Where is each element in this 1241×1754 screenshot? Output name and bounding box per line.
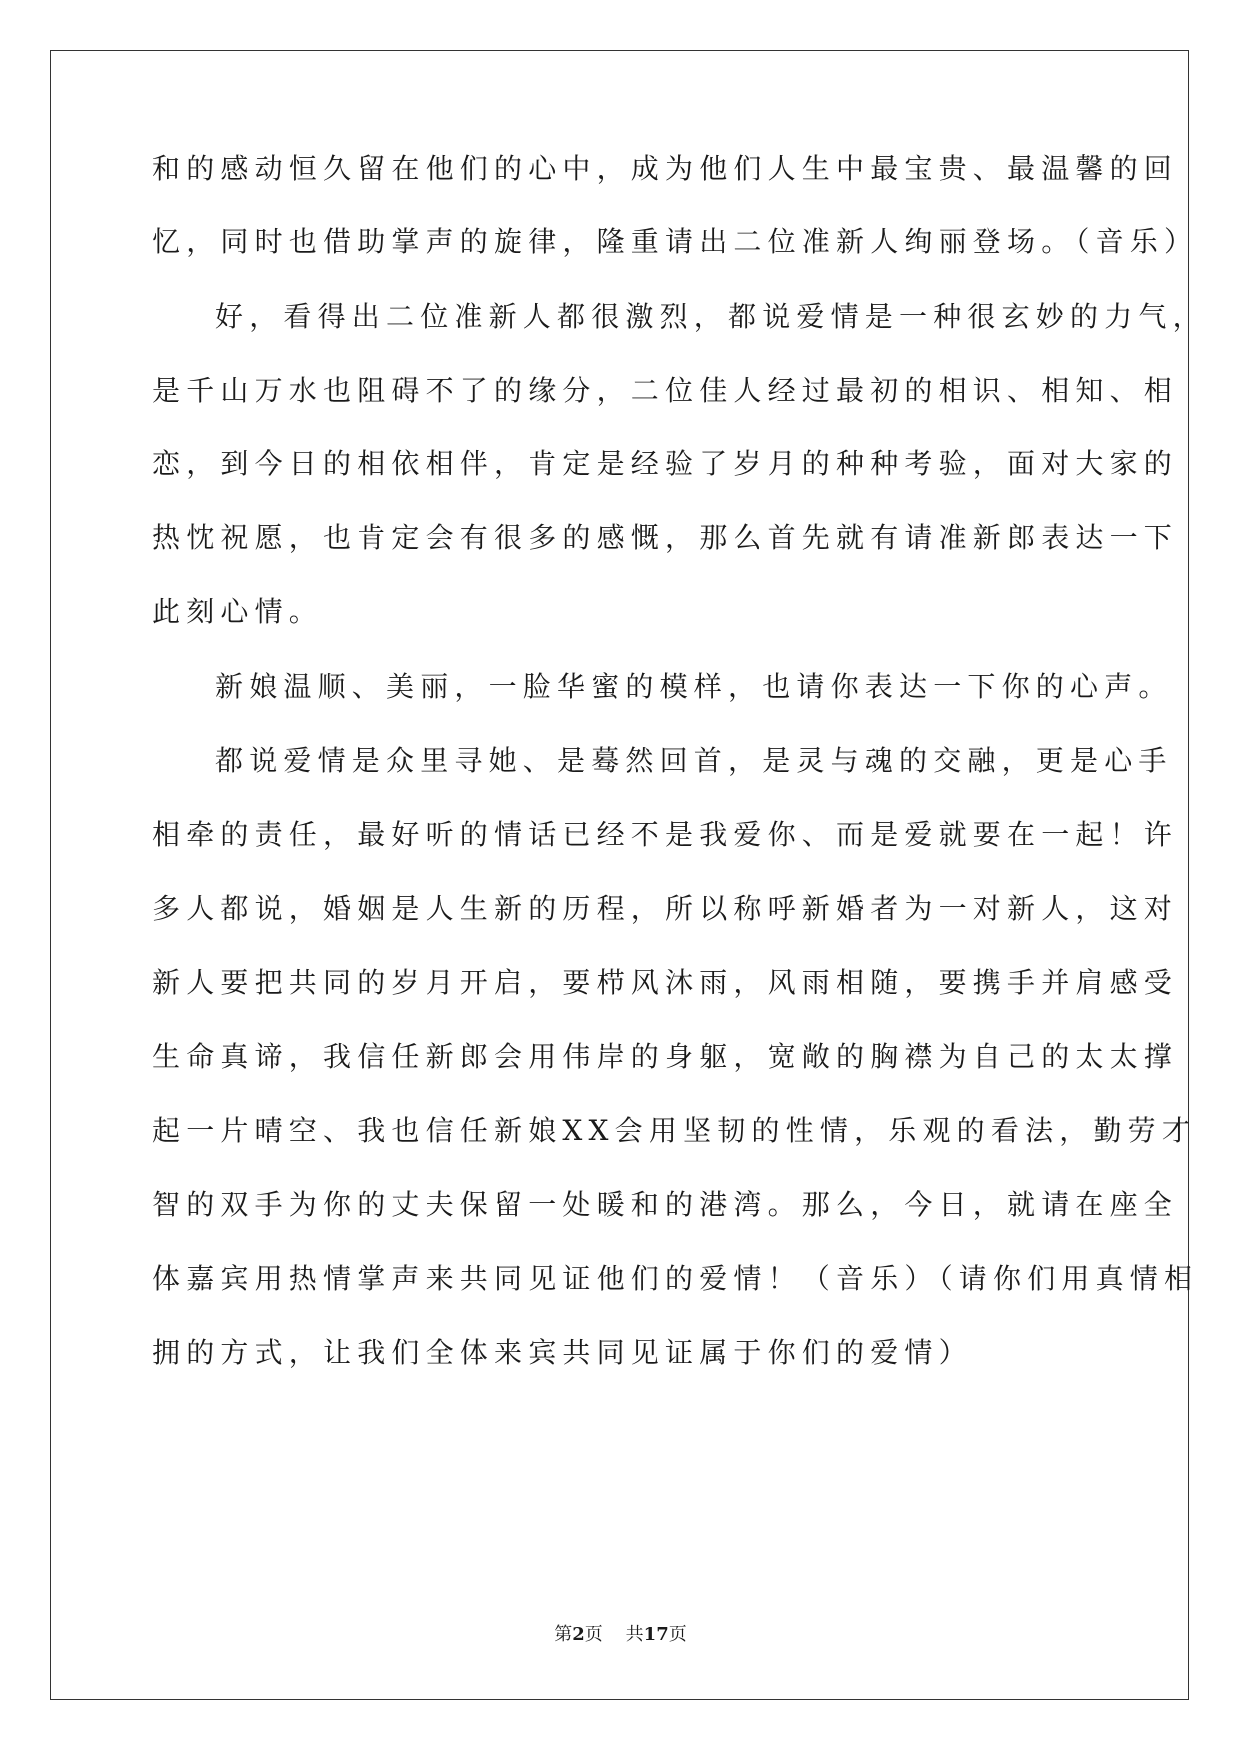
- body-line-8: 新娘温顺、美丽，一脸华蜜的模样，也请你表达一下你的心声。: [215, 670, 1173, 703]
- body-line-5: 恋，到今日的相依相伴，肯定是经验了岁月的种种考验，面对大家的: [152, 447, 1179, 480]
- footer-page-number: 2: [572, 1624, 585, 1645]
- footer-page-unit: 页: [584, 1624, 603, 1645]
- footer-total-unit: 页: [668, 1624, 687, 1645]
- body-line-14: 起一片晴空、我也信任新娘XX会用坚韧的性情，乐观的看法，勤劳才: [152, 1114, 1197, 1147]
- body-line-11: 多人都说，婚姻是人生新的历程，所以称呼新婚者为一对新人，这对: [152, 892, 1179, 925]
- body-line-17: 拥的方式，让我们全体来宾共同见证属于你们的爱情）: [152, 1336, 973, 1369]
- footer-total-prefix: 共: [625, 1624, 644, 1645]
- body-line-16: 体嘉宾用热情掌声来共同见证他们的爱情！（音乐）（请你们用真情相: [152, 1262, 1199, 1295]
- body-line-1: 和的感动恒久留在他们的心中，成为他们人生中最宝贵、最温馨的回: [152, 152, 1179, 185]
- body-line-4: 是千山万水也阻碍不了的缘分，二位佳人经过最初的相识、相知、相: [152, 374, 1179, 407]
- body-line-7: 此刻心情。: [152, 595, 324, 628]
- footer-total-pages: 17: [643, 1624, 669, 1645]
- body-line-12: 新人要把共同的岁月开启，要栉风沐雨，风雨相随，要携手并肩感受: [152, 966, 1179, 999]
- body-line-9: 都说爱情是众里寻她、是蓦然回首，是灵与魂的交融，更是心手: [215, 744, 1173, 777]
- body-line-3: 好，看得出二位准新人都很激烈，都说爱情是一种很玄妙的力气，: [215, 300, 1207, 333]
- body-line-10: 相牵的责任，最好听的情话已经不是我爱你、而是爱就要在一起！许: [152, 818, 1179, 851]
- body-line-15: 智的双手为你的丈夫保留一处暖和的港湾。那么，今日，就请在座全: [152, 1188, 1179, 1221]
- body-line-6: 热忱祝愿，也肯定会有很多的感慨，那么首先就有请准新郎表达一下: [152, 521, 1179, 554]
- footer-page-prefix: 第: [554, 1624, 573, 1645]
- body-line-2: 忆，同时也借助掌声的旋律，隆重请出二位准新人绚丽登场。（音乐）: [152, 225, 1199, 258]
- body-line-13: 生命真谛，我信任新郎会用伟岸的身躯，宽敞的胸襟为自己的太太撑: [152, 1040, 1179, 1073]
- page-footer: [0, 1623, 1241, 1647]
